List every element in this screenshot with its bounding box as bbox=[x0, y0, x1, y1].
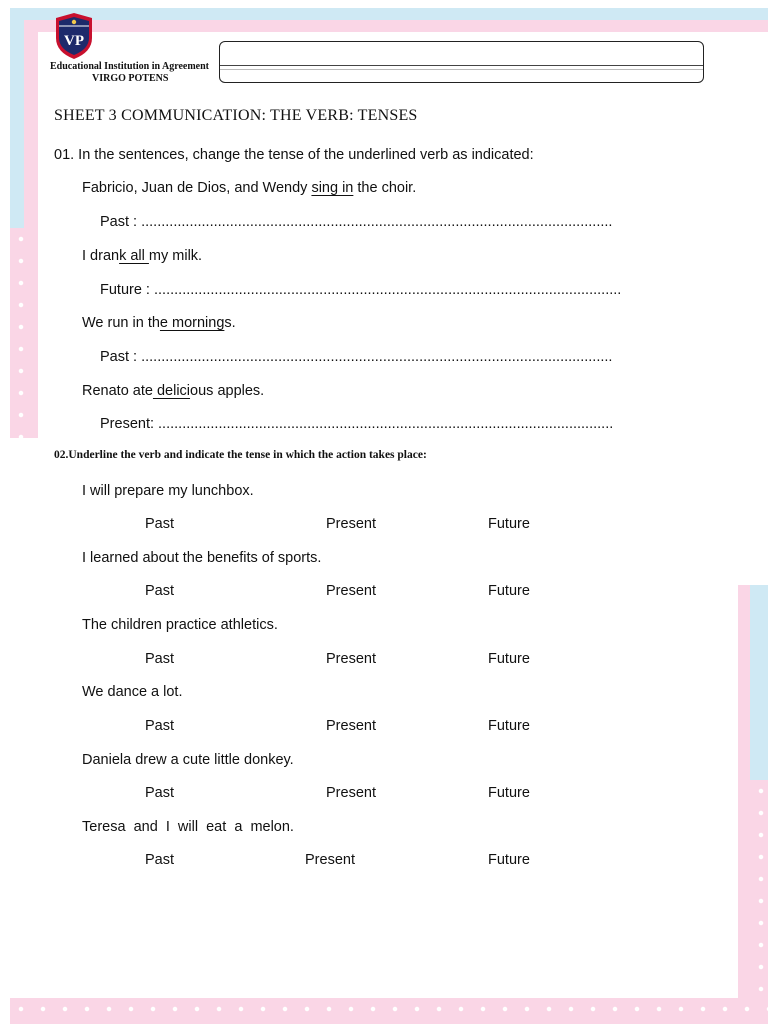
q1-sentence-4: Renato ate delicious apples. bbox=[82, 383, 265, 399]
q1-answer-line-2[interactable]: Future : .................................................................................................................... bbox=[100, 282, 622, 298]
q2-sentence-4: We dance a lot. bbox=[82, 684, 183, 700]
q1-answer-line-4[interactable]: Present: ................................................................................................................. bbox=[100, 416, 614, 432]
student-name-field[interactable] bbox=[219, 41, 704, 83]
q2-3-option-future[interactable]: Future bbox=[488, 651, 530, 667]
sheet-title: SHEET 3 COMMUNICATION: THE VERB: TENSES bbox=[54, 107, 418, 124]
q1-sentence-3: We run in the mornings. bbox=[82, 315, 236, 331]
frame-left-blue bbox=[10, 8, 24, 228]
q2-6-option-future[interactable]: Future bbox=[488, 852, 530, 868]
q2-2-option-future[interactable]: Future bbox=[488, 583, 530, 599]
frame-right-pink-dotted bbox=[750, 780, 768, 1005]
q2-5-option-past[interactable]: Past bbox=[145, 785, 175, 801]
q2-5-option-present[interactable]: Present bbox=[326, 785, 376, 801]
q2-1-option-future[interactable]: Future bbox=[488, 516, 530, 532]
institution-line-1: Educational Institution in Agreement bbox=[50, 61, 209, 72]
q1-sentence-2: I drank all my milk. bbox=[82, 248, 203, 264]
q2-6-option-present[interactable]: Present bbox=[305, 852, 355, 868]
q1-answer-line-1[interactable]: Past : ..................................................................................................................... bbox=[100, 214, 613, 230]
q2-4-option-past[interactable]: Past bbox=[145, 718, 175, 734]
q2-sentence-3: The children practice athletics. bbox=[82, 617, 278, 633]
school-shield-logo bbox=[54, 12, 94, 60]
q1-instruction: 01. In the sentences, change the tense of the underlined verb as indicated: bbox=[54, 147, 534, 163]
frame-bottom-pink bbox=[10, 998, 768, 1024]
logo-monogram: VP bbox=[64, 33, 84, 49]
frame-left-pink bbox=[10, 228, 38, 438]
q2-4-option-present[interactable]: Present bbox=[326, 718, 376, 734]
frame-right-blue bbox=[750, 585, 768, 780]
q2-1-option-present[interactable]: Present bbox=[326, 516, 376, 532]
q1-answer-line-3[interactable]: Past : ..................................................................................................................... bbox=[100, 349, 613, 365]
q2-6-option-past[interactable]: Past bbox=[145, 852, 175, 868]
q2-sentence-5: Daniela drew a cute little donkey. bbox=[82, 752, 294, 768]
q2-3-option-present[interactable]: Present bbox=[326, 651, 376, 667]
frame-left-inner bbox=[24, 32, 38, 228]
q2-1-option-past[interactable]: Past bbox=[145, 516, 175, 532]
frame-top-pink bbox=[10, 20, 768, 32]
q1-sentence-1: Fabricio, Juan de Dios, and Wendy sing in the choir. bbox=[82, 180, 417, 196]
frame-top-blue bbox=[10, 8, 768, 20]
frame-right-pink bbox=[738, 585, 750, 1005]
q2-4-option-future[interactable]: Future bbox=[488, 718, 530, 734]
institution-name bbox=[50, 61, 230, 85]
institution-line-2: VIRGO POTENS bbox=[92, 73, 169, 84]
q2-instruction: 02.Underline the verb and indicate the tense in which the action takes place: bbox=[54, 449, 427, 461]
q2-2-option-past[interactable]: Past bbox=[145, 583, 175, 599]
q2-sentence-6: Teresa and I will eat a melon. bbox=[82, 819, 294, 835]
q2-5-option-future[interactable]: Future bbox=[488, 785, 530, 801]
q2-3-option-past[interactable]: Past bbox=[145, 651, 175, 667]
q2-2-option-present[interactable]: Present bbox=[326, 583, 376, 599]
q2-sentence-1: I will prepare my lunchbox. bbox=[82, 483, 254, 499]
q2-sentence-2: I learned about the benefits of sports. bbox=[82, 550, 322, 566]
